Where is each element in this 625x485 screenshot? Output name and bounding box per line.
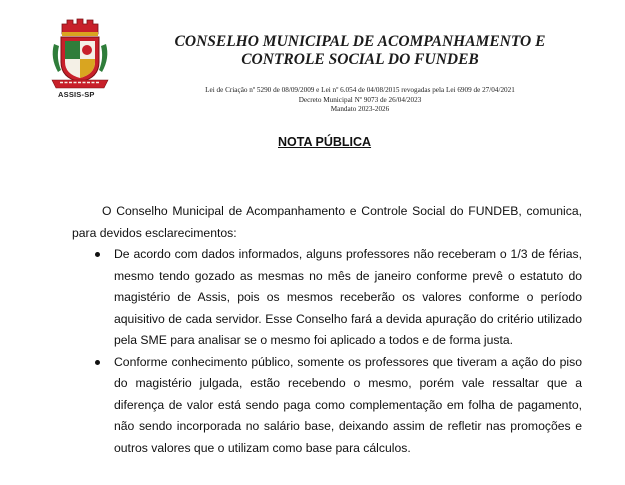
legal-references [165, 86, 555, 115]
bullet-list [72, 244, 582, 459]
bullet-icon [95, 252, 100, 257]
title-line-2: CONTROLE SOCIAL DO FUNDEB [241, 51, 479, 68]
municipal-crest-logo [48, 18, 112, 100]
crest-emblem-icon [48, 18, 112, 100]
list-item [72, 244, 582, 352]
title-line-1: CONSELHO MUNICIPAL DE ACOMPANHAMENTO E [174, 33, 546, 50]
bullet-icon [95, 360, 100, 365]
legal-line-decree: Decreto Municipal Nº 9073 de 26/04/2023 [298, 95, 422, 104]
list-item-text: De acordo com dados informados, alguns professores não receberam o 1/3 de férias, mesmo tendo gozado as mesmas no mês de janeiro conforme prevê o estatuto do magistério de Assis, pois os mesmos receberão os valores conforme o período aquisitivo de cada servidor. Esse Conselho fará a devida apuração do critério utilizado pela SME para analisar se o mesmo foi aplicado a todos e de forma justa. [114, 247, 582, 347]
legal-line-law: Lei de Criação nº 5290 de 08/09/2009 e Lei nº 6.054 de 04/08/2015 revogadas pela Lei 6909 de 27/04/2021 [205, 86, 515, 94]
legal-line-mandate: Mandato 2023-2026 [330, 105, 390, 114]
document-body [72, 201, 582, 459]
council-title [160, 33, 560, 69]
list-item [72, 352, 582, 460]
list-item-text: Conforme conhecimento público, somente os professores que tiveram a ação do piso do magistério julgada, estão recebendo o mesmo, porém vale ressaltar que a diferença de valor está sendo paga como complementação em folha de pagamento, não sendo incorporada no salário base, deixando assim de refletir nas promoções e outros valores que o utilizam como base para cálculos. [114, 354, 582, 455]
logo-caption: ASSIS-SP [58, 90, 95, 99]
document-heading: NOTA PÚBLICA [278, 135, 372, 149]
intro-paragraph: O Conselho Municipal de Acompanhamento e Controle Social do FUNDEB, comunica, para devidos esclarecimentos: [72, 204, 582, 240]
